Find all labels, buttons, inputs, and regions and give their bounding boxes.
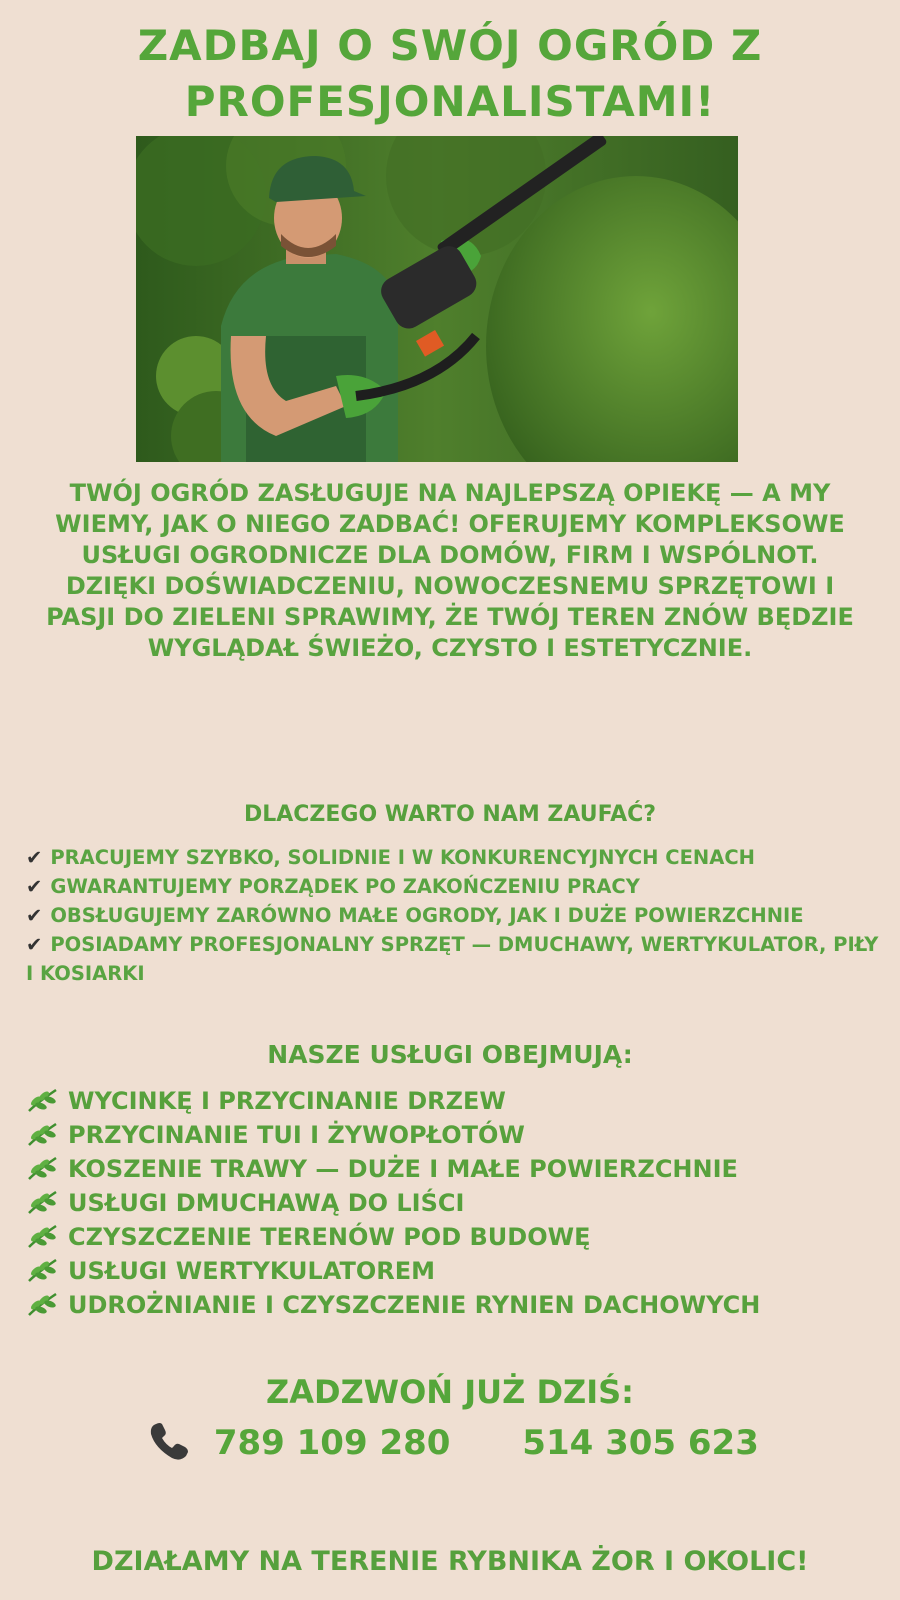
herb-leaf-icon bbox=[26, 1188, 60, 1216]
herb-leaf-icon bbox=[26, 1120, 60, 1148]
herb-leaf-icon bbox=[26, 1222, 60, 1250]
services-list bbox=[26, 1084, 886, 1322]
why-list bbox=[26, 843, 886, 988]
intro-text bbox=[40, 478, 860, 664]
call-title: ZADZWOŃ JUŻ DZIŚ: bbox=[266, 1373, 634, 1411]
phone-number-1[interactable]: 789 109 280 bbox=[213, 1423, 451, 1463]
checkmark-icon: ✔ bbox=[26, 933, 43, 956]
intro-paragraph-1: TWÓJ OGRÓD ZASŁUGUJE NA NAJLEPSZĄ OPIEKĘ — A MY WIEMY, JAK O NIEGO ZADBAĆ! OFERUJEMY KOMPLEKSOWE USŁUGI OGRODNICZE DLA DOMÓW, FIRM I WSPÓLNOT. bbox=[55, 479, 845, 569]
services-title: NASZE USŁUGI OBEJMUJĄ: bbox=[267, 1040, 633, 1069]
checkmark-icon: ✔ bbox=[26, 846, 43, 869]
intro-paragraph-2: DZIĘKI DOŚWIADCZENIU, NOWOCZESNEMU SPRZĘTOWI I PASJI DO ZIELENI SPRAWIMY, ŻE TWÓJ TEREN ZNÓW BĘDZIE WYGLĄDAŁ ŚWIEŻO, CZYSTO I ESTETYCZNIE. bbox=[46, 572, 854, 662]
phone-number-2[interactable]: 514 305 623 bbox=[522, 1423, 759, 1463]
list-item: PRZYCINANIE TUI I ŻYWOPŁOTÓW bbox=[26, 1118, 886, 1152]
checkmark-icon: ✔ bbox=[26, 904, 43, 927]
list-item: ✔ GWARANTUJEMY PORZĄDEK PO ZAKOŃCZENIU PRACY bbox=[26, 875, 640, 898]
list-item: KOSZENIE TRAWY — DUŻE I MAŁE POWIERZCHNIE bbox=[26, 1152, 886, 1186]
list-item: WYCINKĘ I PRZYCINANIE DRZEW bbox=[26, 1084, 886, 1118]
list-item: USŁUGI WERTYKULATOREM bbox=[26, 1254, 886, 1288]
phone-icon bbox=[146, 1418, 192, 1464]
footer-text: DZIAŁAMY NA TERENIE RYBNIKA ŻOR I OKOLIC! bbox=[91, 1546, 809, 1577]
herb-leaf-icon bbox=[26, 1086, 60, 1114]
list-item: CZYSZCZENIE TERENÓW POD BUDOWĘ bbox=[26, 1220, 886, 1254]
phone-numbers bbox=[146, 1418, 846, 1464]
herb-leaf-icon bbox=[26, 1290, 60, 1318]
list-item: ✔ POSIADAMY PROFESJONALNY SPRZĘT — DMUCHAWY, WERTYKULATOR, PIŁY I KOSIARKI bbox=[26, 933, 879, 985]
list-item: ✔ OBSŁUGUJEMY ZARÓWNO MAŁE OGRODY, JAK I DUŻE POWIERZCHNIE bbox=[26, 904, 804, 927]
title-line-2: PROFESJONALISTAMI! bbox=[184, 77, 716, 126]
checkmark-icon: ✔ bbox=[26, 875, 43, 898]
why-title: DLACZEGO WARTO NAM ZAUFAĆ? bbox=[243, 802, 657, 827]
gardener-photo bbox=[136, 136, 738, 462]
page-title bbox=[0, 18, 900, 130]
title-line-1: ZADBAJ O SWÓJ OGRÓD Z bbox=[137, 21, 763, 70]
list-item: USŁUGI DMUCHAWĄ DO LIŚCI bbox=[26, 1186, 886, 1220]
list-item: UDROŻNIANIE I CZYSZCZENIE RYNIEN DACHOWYCH bbox=[26, 1288, 886, 1322]
herb-leaf-icon bbox=[26, 1256, 60, 1284]
herb-leaf-icon bbox=[26, 1154, 60, 1182]
list-item: ✔ PRACUJEMY SZYBKO, SOLIDNIE I W KONKURENCYJNYCH CENACH bbox=[26, 846, 755, 869]
